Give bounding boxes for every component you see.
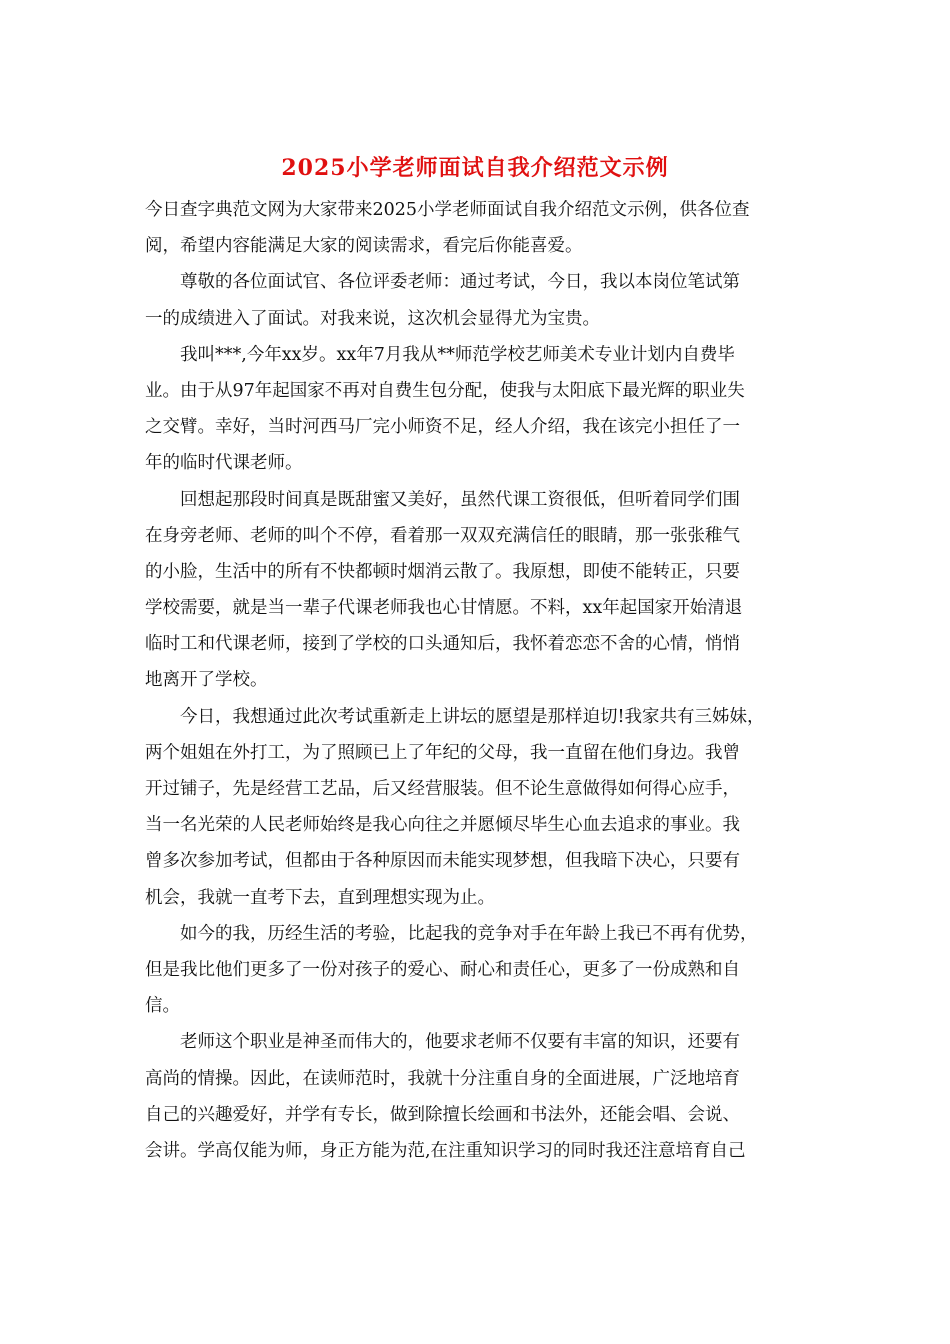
text-line: 机会，我就一直考下去，直到理想实现为止。 [145,887,495,908]
text-line: 今日查字典范文网为大家带来2025小学老师面试自我介绍范文示例，供各位查 [145,200,750,220]
text-line: 当一名光荣的人民老师始终是我心向往之并愿倾尽毕生心血去追求的事业。我 [145,815,740,836]
document-title: 2025小学老师面试自我介绍范文示例 [281,155,669,181]
text-line: 高尚的情操。因此，在读师范时，我就十分注重自身的全面进展，广泛地培育 [145,1068,740,1089]
text-line: 业。由于从97年起国家不再对自费生包分配，使我与太阳底下最光辉的职业失 [145,380,745,401]
text-line: 开过铺子，先是经营工艺品，后又经营服装。但不论生意做得如何得心应手， [145,779,740,799]
document-body [145,192,805,1169]
text-line: 自己的兴趣爱好，并学有专长，做到除擅长绘画和书法外，还能会唱、会说、 [145,1104,740,1125]
text-line: 信。 [145,996,180,1017]
text-line: 在身旁老师、老师的叫个不停，看着那一双双充满信任的眼睛，那一张张稚气 [145,525,740,546]
text-line: 两个姐姐在外打工，为了照顾已上了年纪的父母，我一直留在他们身边。我曾 [145,742,740,763]
text-line: 一的成绩进入了面试。对我来说，这次机会显得尤为宝贵。 [145,308,600,329]
text-line: 回想起那段时间真是既甜蜜又美好，虽然代课工资很低，但听着同学们围 [180,489,740,510]
text-line: 的小脸，生活中的所有不快都顿时烟消云散了。我原想，即使不能转正，只要 [145,561,740,582]
text-line: 之交臂。幸好，当时河西马厂完小师资不足，经人介绍，我在该完小担任了一 [145,417,740,438]
text-line: 尊敬的各位面试官、各位评委老师：通过考试，今日，我以本岗位笔试第 [180,272,740,293]
text-line: 今日，我想通过此次考试重新走上讲坛的愿望是那样迫切!我家共有三姊妹， [180,706,765,727]
text-line: 年的临时代课老师。 [145,453,303,474]
text-line: 临时工和代课老师，接到了学校的口头通知后，我怀着恋恋不舍的心情，悄悄 [145,634,740,655]
text-line: 阅，希望内容能满足大家的阅读需求，看完后你能喜爱。 [145,236,583,257]
text-line: 曾多次参加考试，但都由于各种原因而未能实现梦想，但我暗下决心，只要有 [145,851,740,872]
text-line: 会讲。学高仅能为师，身正方能为范,在注重知识学习的同时我还注意培育自己 [145,1140,746,1161]
text-line: 但是我比他们更多了一份对孩子的爱心、耐心和责任心，更多了一份成熟和自 [145,959,740,980]
text-line: 如今的我，历经生活的考验，比起我的竞争对手在年龄上我已不再有优势， [180,923,758,944]
text-line: 学校需要，就是当一辈子代课老师我也心甘情愿。不料，xx年起国家开始清退 [145,598,743,619]
text-line: 老师这个职业是神圣而伟大的，他要求老师不仅要有丰富的知识，还要有 [180,1032,740,1053]
text-line: 我叫***,今年xx岁。xx年7月我从**师范学校艺师美术专业计划内自费毕 [180,344,735,365]
text-line: 地离开了学校。 [145,670,268,691]
